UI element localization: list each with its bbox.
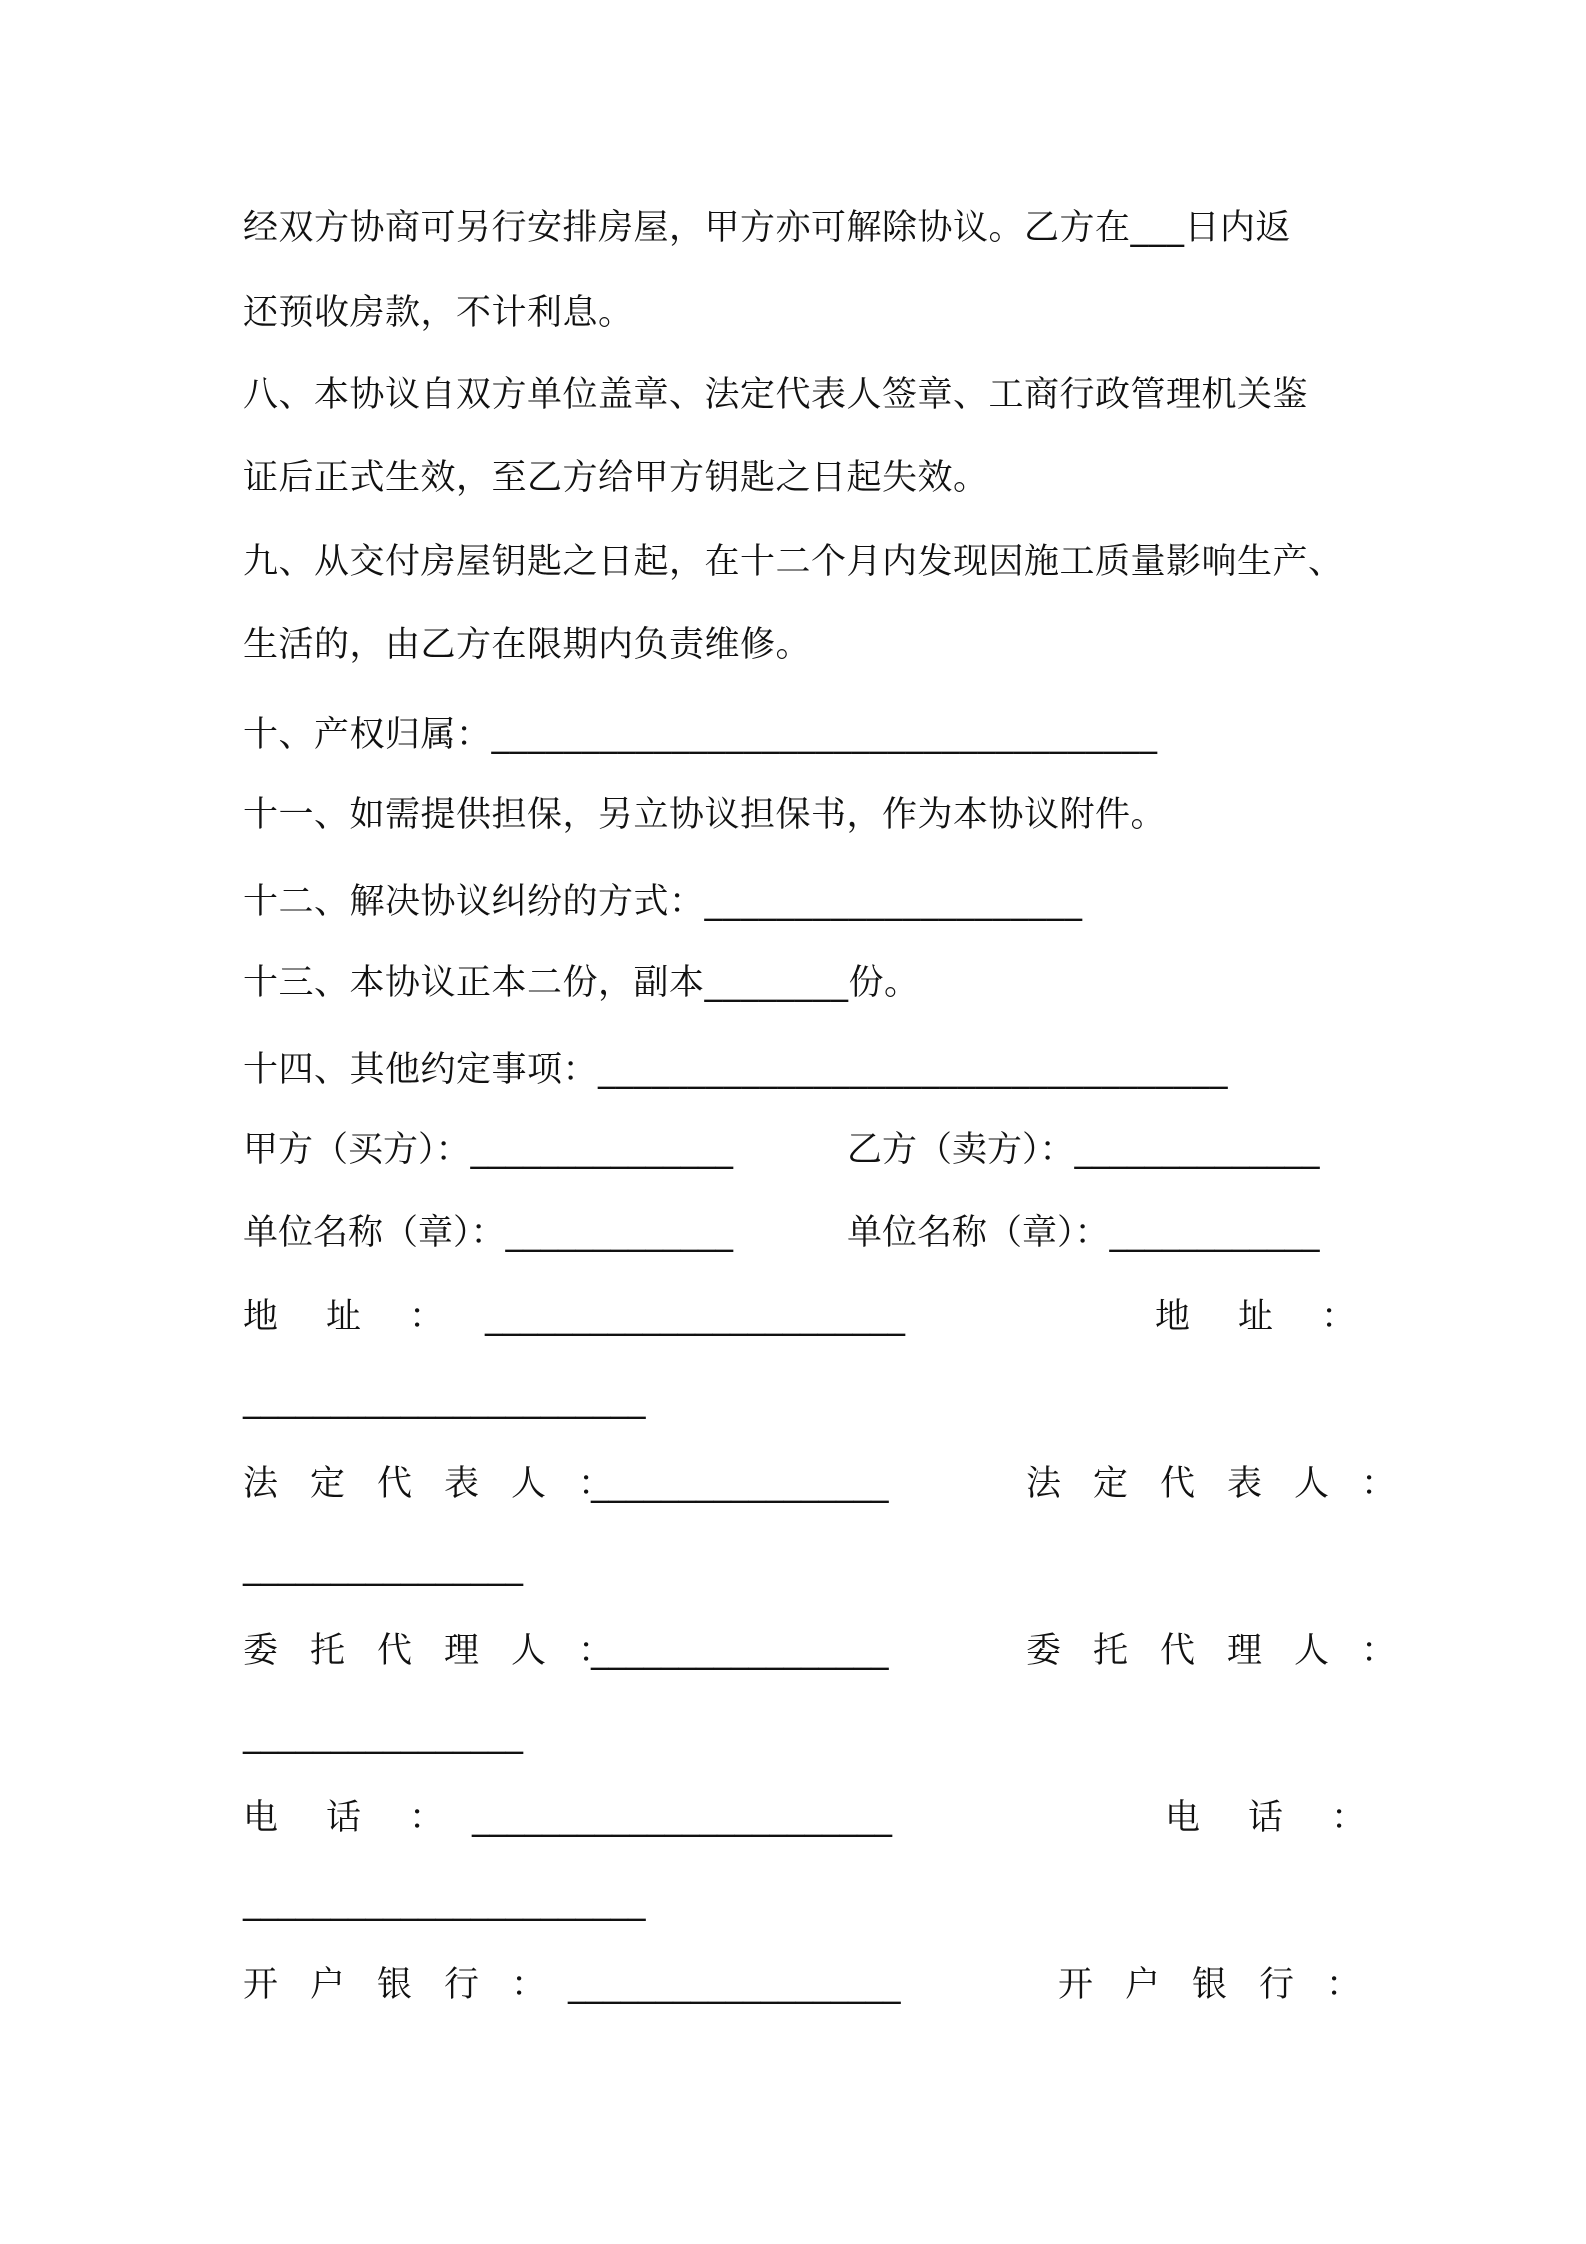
bank-a-label: 开户银行： (243, 1965, 579, 2005)
clause-9-line-1: 九、从交付房屋钥匙之日起，在十二个月内发现因施工质量影响生产、 (243, 542, 1344, 582)
phone-b-label: 电话： (1165, 1798, 1415, 1838)
party-b-seller: 乙方（卖方）：______________ (847, 1130, 1320, 1170)
address-b-label: 地址： (1155, 1297, 1405, 1337)
clause-7-continuation-line-1: 经双方协商可另行安排房屋，甲方亦可解除协议。乙方在___日内返 (243, 208, 1292, 248)
legal-rep-row (243, 1459, 1429, 1509)
agent-a-label: 委托代理人： (243, 1631, 646, 1671)
address-a-label: 地址： (243, 1297, 493, 1337)
phone-b-blank-row (243, 1877, 1353, 1927)
clause-8-line-2: 证后正式生效，至乙方给甲方钥匙之日起失效。 (243, 458, 989, 498)
party-row (243, 1125, 1353, 1175)
clause-11-guarantee: 十一、如需提供担保，另立协议担保书，作为本协议附件。 (243, 795, 1167, 835)
clause-13-copies: 十三、本协议正本二份，副本________份。 (243, 963, 920, 1003)
clause-12-dispute: 十二、解决协议纠纷的方式：_____________________ (243, 882, 1083, 922)
bank-row (243, 1960, 1394, 2010)
clause-7-continuation-line-2: 还预收房款，不计利息。 (243, 293, 634, 333)
address-row (243, 1292, 1405, 1342)
clause-10-ownership: 十、产权归属：_____________________________________ (243, 715, 1158, 755)
phone-a-label: 电话： (243, 1798, 493, 1838)
bank-b-label: 开户银行： (1058, 1965, 1394, 2005)
clause-8-line-1: 八、本协议自双方单位盖章、法定代表人签章、工商行政管理机关鉴 (243, 375, 1309, 415)
address-a-blank: ________________________ (485, 1297, 905, 1337)
phone-row (243, 1793, 1415, 1843)
agent-a-blank: _________________ (591, 1631, 889, 1671)
legal-rep-a-blank: _________________ (591, 1464, 889, 1504)
address-b-blank-row (243, 1375, 1353, 1425)
phone-b-blank: _______________________ (243, 1882, 646, 1922)
agent-row (243, 1626, 1429, 1676)
unit-name-b: 单位名称（章）：____________ (847, 1213, 1320, 1253)
agent-b-label: 委托代理人： (1026, 1631, 1429, 1671)
address-b-blank: _______________________ (243, 1380, 646, 1420)
legal-rep-b-blank-row (243, 1542, 1353, 1592)
phone-a-blank: ________________________ (472, 1798, 892, 1838)
legal-rep-b-blank: ________________ (243, 1547, 523, 1587)
unit-name-row (243, 1208, 1353, 1258)
party-a-buyer: 甲方（买方）：_______________ (243, 1130, 734, 1170)
agent-b-blank-row (243, 1710, 1353, 1760)
legal-rep-a-label: 法定代表人： (243, 1464, 646, 1504)
agent-b-blank: ________________ (243, 1715, 523, 1755)
clause-14-other: 十四、其他约定事项：___________________________________ (243, 1050, 1229, 1090)
legal-rep-b-label: 法定代表人： (1026, 1464, 1429, 1504)
clause-9-line-2: 生活的，由乙方在限期内负责维修。 (243, 625, 812, 665)
bank-a-blank: ___________________ (568, 1965, 901, 2005)
unit-name-a: 单位名称（章）：_____________ (243, 1213, 734, 1253)
